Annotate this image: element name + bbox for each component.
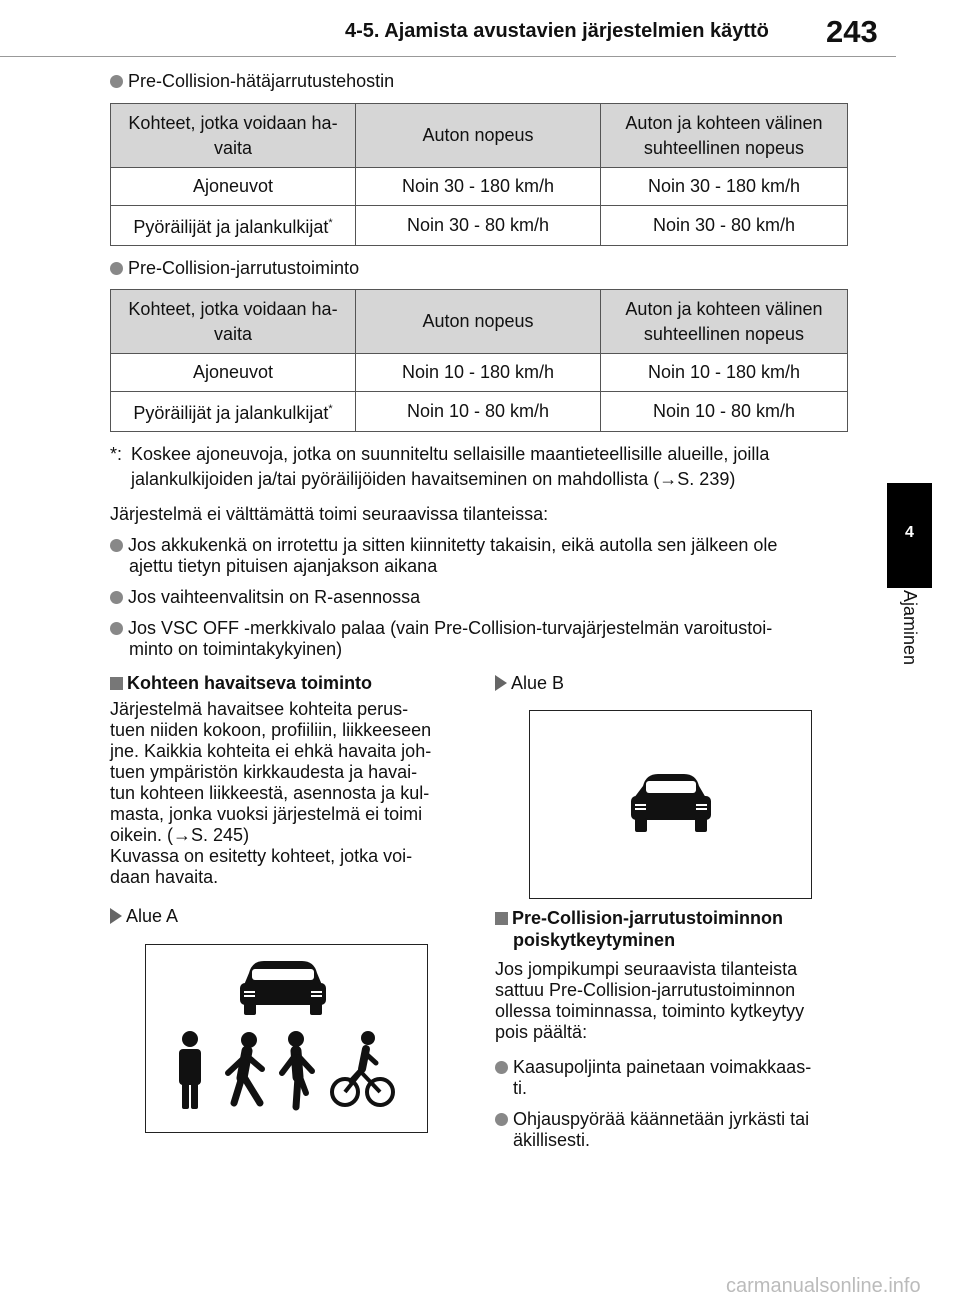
square-bullet [495, 912, 508, 925]
table-header-cell: Kohteet, jotka voidaan ha- vaita [111, 104, 356, 168]
deactivation-line: pois päältä: [495, 1022, 588, 1042]
footnote-asterisk: * [328, 403, 333, 415]
detection-line: Järjestelmä havaitsee kohteita perus- [110, 699, 409, 719]
table-header-cell: Auton nopeus [356, 290, 601, 354]
table-row: Pyöräilijät ja jalankulkijat* Noin 30 - 80 km/h Noin 30 - 80 km/h [111, 206, 848, 246]
condition-item: Jos VSC OFF -merkkivalo palaa (vain Pre-Collision-turvajärjestelmän varoitustoi- [110, 618, 772, 639]
bullet-dot [110, 622, 123, 635]
table-header-cell: Auton ja kohteen välinen suhteellinen nopeus [601, 104, 848, 168]
chapter-number: 4 [905, 524, 914, 541]
intro-text: Järjestelmä ei välttämättä toimi seuraavissa tilanteissa: [110, 504, 549, 524]
table-header-cell: Kohteet, jotka voidaan ha- vaita [111, 290, 356, 354]
vehicle-illustration [530, 711, 811, 898]
arrow-icon [495, 675, 507, 691]
header-rule [0, 56, 896, 57]
section-title: 4-5. Ajamista avustavien järjestelmien käyttö [345, 20, 769, 42]
targets-illustration [146, 945, 427, 1132]
bullet-dot [110, 262, 123, 275]
running-pedestrian-icon [282, 1031, 312, 1107]
page-number: 243 [826, 14, 878, 49]
bullet-dot [110, 591, 123, 604]
table-row: Ajoneuvot Noin 30 - 180 km/h Noin 30 - 180 km/h [111, 168, 848, 206]
cyclist-icon [332, 1031, 393, 1105]
table-row: Pyöräilijät ja jalankulkijat* Noin 10 - 80 km/h Noin 10 - 80 km/h [111, 392, 848, 432]
table-emergency-brake-assist [110, 103, 848, 246]
detection-line: tun kohteen liikkeestä, asennosta ja kul- [110, 783, 430, 803]
area-a-figure [145, 944, 428, 1133]
table-header-cell: Auton nopeus [356, 104, 601, 168]
footnote-line: Koskee ajoneuvoja, jotka on suunniteltu sellaisille maantieteellisille alueille, joilla [131, 444, 770, 464]
condition-item: Jos vaihteenvalitsin on R-asennossa [110, 587, 420, 608]
area-b-figure [529, 710, 812, 899]
footnote-line: jalankulkijoiden ja/tai pyöräilijöiden havaitseminen on mahdollista (→S. 239) [131, 469, 736, 489]
area-b-label: Alue B [495, 673, 564, 694]
detection-line: tuen ympäristön kirkkaudesta ja havai- [110, 762, 418, 782]
square-bullet [110, 677, 123, 690]
bullet-dot [110, 539, 123, 552]
detection-line: Kuvassa on esitetty kohteet, jotka voi- [110, 846, 413, 866]
footnote-asterisk: * [328, 217, 333, 229]
table2-heading: Pre-Collision-jarrutustoiminto [110, 258, 359, 279]
bullet-dot [495, 1113, 508, 1126]
detection-line: jne. Kaikkia kohteita ei ehkä havaita joh- [110, 741, 432, 761]
area-a-label: Alue A [110, 906, 178, 927]
bullet-dot [110, 75, 123, 88]
pedestrian-icon [179, 1031, 201, 1109]
walking-pedestrian-icon [228, 1032, 262, 1103]
arrow-icon [110, 908, 122, 924]
footnote-marker: *: [110, 444, 123, 464]
detection-line: masta, jonka vuoksi järjestelmä ei toimi [110, 804, 423, 824]
car-icon [240, 961, 326, 1015]
table-row: Ajoneuvot Noin 10 - 180 km/h Noin 10 - 180 km/h [111, 354, 848, 392]
deactivation-line: ollessa toiminnassa, toiminto kytkeytyy [495, 1001, 805, 1021]
condition-item-cont: minto on toimintakykyinen) [129, 639, 343, 659]
table-pre-collision-brake [110, 289, 848, 432]
deactivation-bullet: Ohjauspyörää käännetään jyrkästi tai [495, 1109, 809, 1130]
deactivation-line: Jos jompikumpi seuraavista tilanteista [495, 959, 798, 979]
watermark: carmanualsonline.info [726, 1275, 921, 1297]
deactivation-bullet: Kaasupoljinta painetaan voimakkaas- [495, 1057, 811, 1078]
detection-line: daan havaita. [110, 867, 219, 887]
deactivation-heading: Pre-Collision-jarrutustoiminnon [495, 908, 783, 929]
detection-line: oikein. (→S. 245) [110, 825, 250, 845]
detection-heading: Kohteen havaitseva toiminto [110, 673, 372, 694]
car-icon [631, 774, 711, 832]
bullet-dot [495, 1061, 508, 1074]
deactivation-line: sattuu Pre-Collision-jarrutustoiminnon [495, 980, 796, 1000]
table1-heading: Pre-Collision-hätäjarrutustehostin [110, 71, 394, 92]
deactivation-bullet-cont: äkillisesti. [513, 1130, 591, 1150]
chapter-label: Ajaminen [900, 590, 920, 666]
chapter-tab[interactable] [887, 483, 932, 588]
deactivation-bullet-cont: ti. [513, 1078, 528, 1098]
deactivation-heading-cont: poiskytkeytyminen [513, 930, 676, 950]
table-header-cell: Auton ja kohteen välinen suhteellinen nopeus [601, 290, 848, 354]
detection-line: tuen niiden kokoon, profiiliin, liikkeeseen [110, 720, 432, 740]
condition-item: Jos akkukenkä on irrotettu ja sitten kiinnitetty takaisin, eikä autolla sen jälkeen ole [110, 535, 777, 556]
condition-item-cont: ajettu tietyn pituisen ajanjakson aikana [129, 556, 438, 576]
